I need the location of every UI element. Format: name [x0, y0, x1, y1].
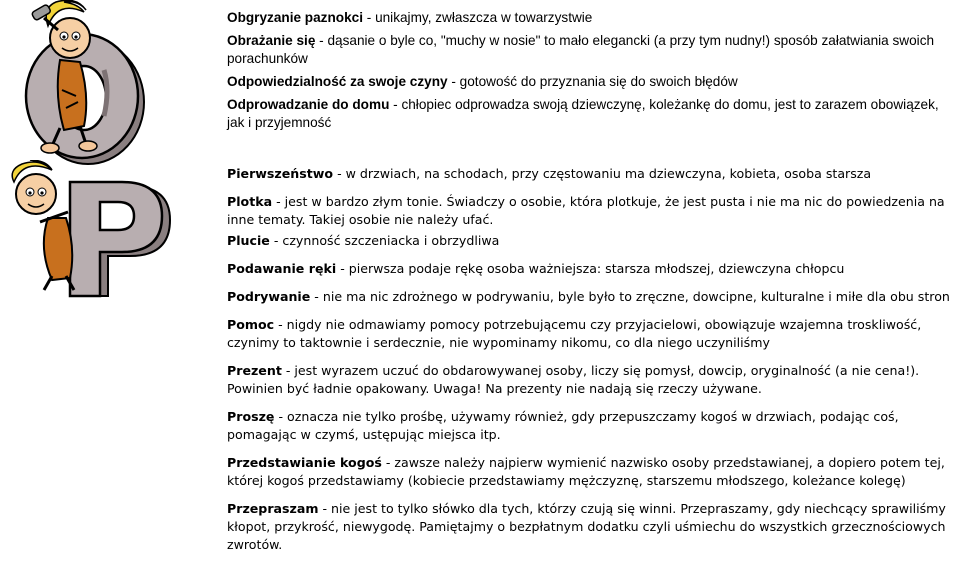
entry-obrazanie-sie — [227, 32, 955, 68]
entry-definition: - nie ma nic zdrożnego w podrywaniu, byle było to zręczne, dowcipne, kulturalne i miłe dla obu stron — [310, 289, 950, 304]
entry-term: Plucie — [227, 233, 270, 248]
entry-term: Odpowiedzialność za swoje czyny — [227, 74, 448, 89]
section-p-entries — [227, 165, 955, 564]
entry-podrywanie — [227, 288, 955, 306]
entry-przepraszam — [227, 500, 955, 554]
entry-term: Obgryzanie paznokci — [227, 10, 363, 25]
entry-definition: - unikajmy, zwłaszcza w towarzystwie — [362, 10, 593, 25]
letter-p-caveman-illustration — [0, 160, 180, 300]
entry-odpowiedzialnosc — [227, 73, 955, 91]
entry-definition: - zawsze należy najpierw wymienić nazwisko osoby przedstawianej, a dopiero potem tej, której kogoś przedstawiamy (kobiecie przedstawiamy mężczyznę, starszemu młodszego, koleżance kolegę) — [227, 455, 945, 488]
letter-o-caveman-illustration — [0, 0, 150, 170]
entry-definition: - gotowość do przyznania się do swoich błędów — [447, 74, 738, 89]
entry-definition: - oznacza nie tylko prośbę, używamy również, gdy przepuszczamy kogoś w drzwiach, podając coś, pomagając w czymś, ustępując miejsca itp. — [227, 409, 899, 442]
entry-podawanie-reki — [227, 260, 955, 278]
entry-przedstawianie-kogos — [227, 454, 955, 490]
caveman-figure — [12, 160, 74, 290]
entry-obgryzanie-paznokci — [227, 9, 955, 27]
entry-term: Pomoc — [227, 317, 275, 332]
entry-definition: - czynność szczeniacka i obrzydliwa — [269, 233, 500, 248]
entry-pomoc — [227, 316, 955, 352]
entry-term: Prezent — [227, 363, 282, 378]
entry-term: Obrażanie się — [227, 33, 316, 48]
entry-definition: - jest wyrazem uczuć do obdarowywanej osoby, liczy się pomysł, dowcip, oryginalność (a nie cena!). Powinien być ładnie opakowany. Uwaga! Na prezenty nie nadają się rzeczy używane. — [227, 363, 920, 396]
entry-term: Proszę — [227, 409, 275, 424]
entry-odprowadzanie-do-domu — [227, 96, 955, 132]
entry-definition: - pierwsza podaje rękę osoba ważniejsza: starsza młodszej, dziewczyna chłopcu — [336, 261, 845, 276]
entry-term: Pierwszeństwo — [227, 166, 334, 181]
entry-term: Plotka — [227, 194, 273, 209]
entry-definition: - w drzwiach, na schodach, przy częstowaniu ma dziewczyna, kobieta, osoba starsza — [333, 166, 872, 181]
entry-definition: - nie jest to tylko słówko dla tych, którzy czują się winni. Przepraszamy, gdy niechcący sprawiliśmy kłopot, przykrość, niewygodę. Pamiętajmy o bezpłatnym dodatku czyli uśmiechu do wszystkich grzecznościowych zwrotów. — [227, 501, 946, 552]
entry-definition: - dąsanie o byle co, "muchy w nosie" to mało elegancki (a przy tym nudny!) sposób załatwiania swoich porachunków — [227, 33, 935, 66]
entry-plotka — [227, 193, 955, 229]
entry-term: Podrywanie — [227, 289, 311, 304]
entry-definition: - jest w bardzo złym tonie. Świadczy o osobie, która plotkuje, że jest pusta i nie ma nic do powiedzenia na inne tematy. Takiej osobie nie należy ufać. — [227, 194, 945, 227]
entry-prosze — [227, 408, 955, 444]
entry-term: Odprowadzanie do domu — [227, 97, 390, 112]
entry-definition: - nigdy nie odmawiamy pomocy potrzebującemu czy przyjacielowi, obowiązuje wzajemna troskliwość, czynimy to taktownie i serdecznie, nie wypominamy nikomu, co dla niego uczyniliśmy — [227, 317, 922, 350]
entry-term: Przepraszam — [227, 501, 319, 516]
entry-term: Przedstawianie kogoś — [227, 455, 382, 470]
entry-prezent — [227, 362, 955, 398]
section-o-entries — [227, 9, 955, 137]
entry-pierwszenstwo — [227, 165, 955, 183]
entry-definition: - chłopiec odprowadza swoją dziewczynę, koleżankę do domu, jest to zarazem obowiązek, jak i przyjemność — [227, 97, 939, 130]
entry-term: Podawanie ręki — [227, 261, 337, 276]
entry-plucie — [227, 232, 955, 250]
